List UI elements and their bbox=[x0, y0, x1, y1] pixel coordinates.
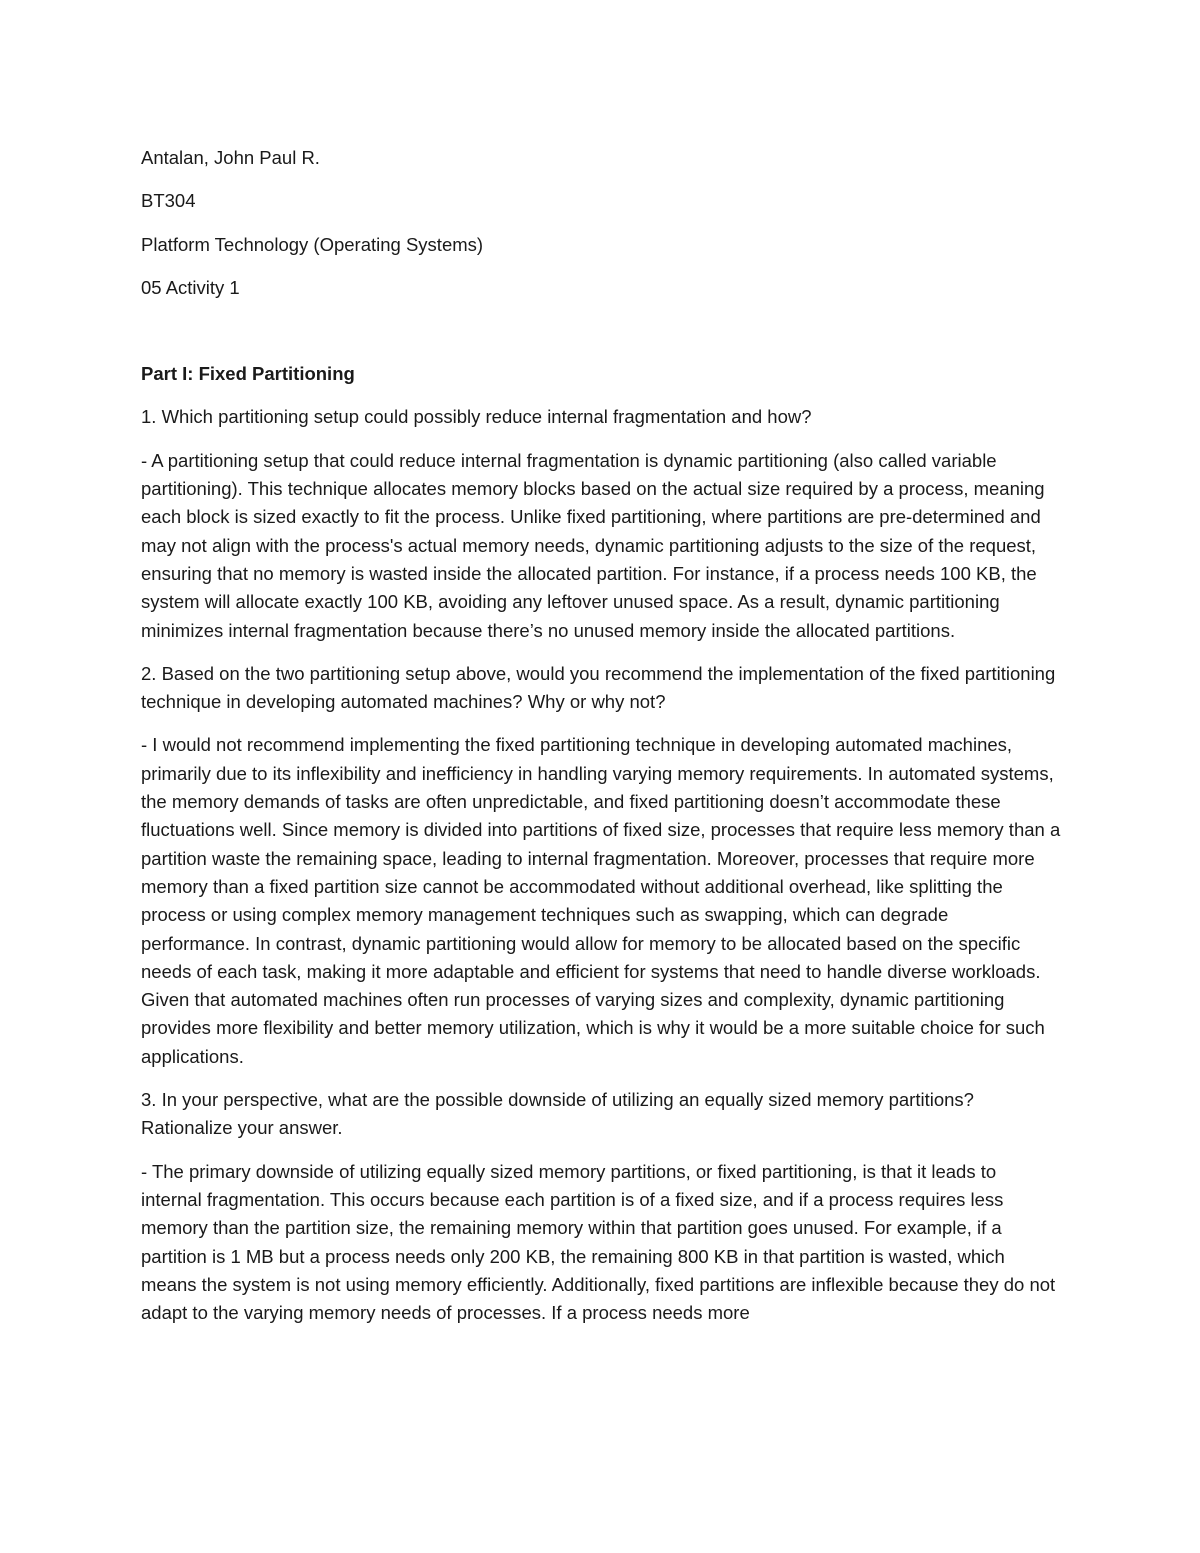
section-code: BT304 bbox=[141, 190, 196, 212]
question-2: 2. Based on the two partitioning setup above, would you recommend the implementation of the fixed partitioning technique in developing automated machines? Why or why not? bbox=[141, 662, 1056, 713]
part-heading: Part I: Fixed Partitioning bbox=[141, 363, 355, 385]
student-name: Antalan, John Paul R. bbox=[141, 147, 320, 168]
answer-2: - I would not recommend implementing the fixed partitioning technique in developing automated machines, primarily due to its inflexibility and inefficiency in handling varying memory requirements. In automated systems, the memory demands of tasks are often unpredictable, and fixed partitioning doesn’t accommodate these fluctuations well. Since memory is divided into partitions of fixed size, processes that require less memory than a partition waste the remaining space, leading to internal fragmentation. Moreover, processes that require more memory than a fixed partition size cannot be accommodated without additional overhead, like splitting the process or using complex memory management techniques such as swapping, which can degrade performance. In contrast, dynamic partitioning would allow for memory to be allocated based on the specific needs of each task, making it more adaptable and efficient for systems that need to handle diverse workloads. Given that automated machines often run processes of varying sizes and complexity, dynamic partitioning provides more flexibility and better memory utilization, which is why it would be a more suitable choice for such applications. bbox=[141, 734, 1061, 1067]
answer-1: - A partitioning setup that could reduce internal fragmentation is dynamic partitioning (also called variable partitioning). This technique allocates memory blocks based on the actual size required by a process, meaning each block is sized exactly to fit the process. Unlike fixed partitioning, where partitions are pre-determined and may not align with the process's actual memory needs, dynamic partitioning adjusts to the size of the request, ensuring that no memory is wasted inside the allocated partition. For instance, if a process needs 100 KB, the system will allocate exactly 100 KB, avoiding any leftover unused space. As a result, dynamic partitioning minimizes internal fragmentation because there’s no unused memory inside the allocated partitions. bbox=[141, 449, 1045, 641]
course-title: Platform Technology (Operating Systems) bbox=[141, 233, 484, 255]
document-body bbox=[141, 144, 1061, 1342]
question-3: 3. In your perspective, what are the possible downside of utilizing an equally sized memory partitions? Rationalize your answer. bbox=[141, 1089, 974, 1139]
question-1: 1. Which partitioning setup could possibly reduce internal fragmentation and how? bbox=[141, 406, 812, 428]
activity-title: 05 Activity 1 bbox=[141, 276, 240, 298]
answer-3: - The primary downside of utilizing equally sized memory partitions, or fixed partitioning, is that it leads to internal fragmentation. This occurs because each partition is of a fixed size, and if a process requires less memory than the partition size, the remaining memory within that partition goes unused. For example, if a partition is 1 MB but a process needs only 200 KB, the remaining 800 KB in that partition is wasted, which means the system is not using memory efficiently. Additionally, fixed partitions are inflexible because they do not adapt to the varying memory needs of processes. If a process needs more bbox=[141, 1160, 1056, 1324]
